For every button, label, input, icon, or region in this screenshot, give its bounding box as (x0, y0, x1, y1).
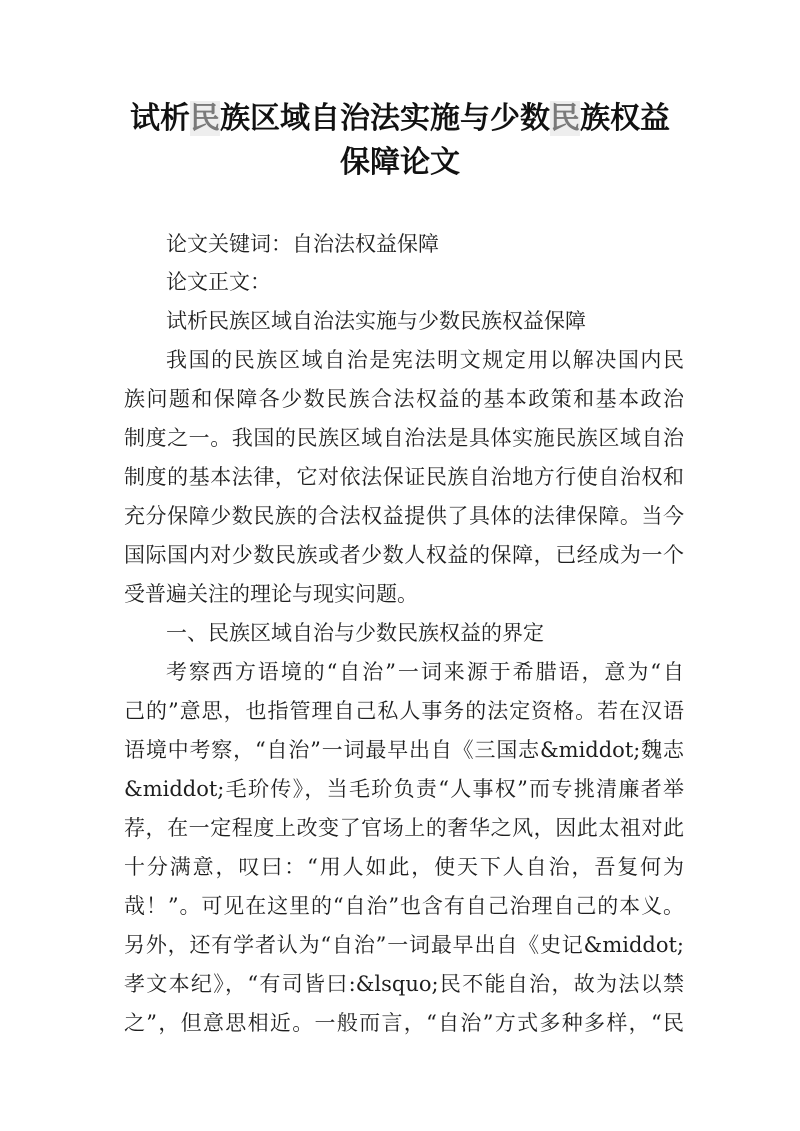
paragraph2-line: 孝文本纪》，“有司皆曰:&lsquo;民不能自治，故为法以禁 (124, 972, 684, 996)
paragraph2-line: 己的”意思，也指管理自己私人事务的法定资格。若在汉语 (124, 699, 684, 723)
paragraph1-line: 国际国内对少数民族或者少数人权益的保障，已经成为一个 (124, 543, 684, 567)
paragraph1-line: 族问题和保障各少数民族合法权益的基本政策和基本政治 (124, 387, 684, 411)
paragraph2-line: 之”，但意思相近。一般而言，“自治”方式多种多样，“民 (124, 1011, 684, 1035)
title-text-a: 试析 (130, 101, 190, 136)
title-highlight-1: 民 (190, 101, 220, 136)
subtitle-line: 试析民族区域自治法实施与少数民族权益保障 (166, 309, 586, 333)
paragraph2-line: &middot;毛玠传》，当毛玠负责“人事权”而专挑清廉者举 (124, 777, 684, 801)
body-label: 论文正文： (166, 270, 271, 294)
title-text-b: 族区域自治法实施与少数 (220, 101, 550, 136)
paragraph2-line: 考察西方语境的“自治”一词来源于希腊语，意为“自 (166, 660, 684, 684)
title-text-c: 族权益 (580, 101, 670, 136)
paragraph2-line: 哉！”。可见在这里的“自治”也含有自己治理自己的本义。 (124, 894, 684, 918)
paragraph1-line: 我国的民族区域自治是宪法明文规定用以解决国内民 (166, 348, 684, 372)
paragraph1-line: 制度的基本法律，它对依法保证民族自治地方行使自治权和 (124, 465, 684, 489)
section1-heading: 一、民族区域自治与少数民族权益的界定 (166, 621, 544, 645)
paragraph2-line: 另外，还有学者认为“自治”一词最早出自《史记&middot; (124, 933, 684, 957)
paragraph2-line: 语境中考察，“自治”一词最早出自《三国志&middot;魏志 (124, 738, 684, 762)
document-title-line-2: 保障论文 (340, 145, 460, 180)
paragraph2-line: 十分满意，叹曰：“用人如此，使天下人自治，吾复何为 (124, 855, 684, 879)
paragraph2-line: 荐，在一定程度上改变了官场上的奢华之风，因此太祖对此 (124, 816, 684, 840)
title-highlight-2: 民 (550, 101, 580, 136)
document-title-line-1 (100, 94, 700, 144)
paragraph1-line: 制度之一。我国的民族区域自治法是具体实施民族区域自治 (124, 426, 684, 450)
paragraph1-line: 充分保障少数民族的合法权益提供了具体的法律保障。当今 (124, 504, 684, 528)
keywords-line: 论文关键词：自治法权益保障 (166, 232, 439, 256)
paragraph1-line: 受普遍关注的理论与现实问题。 (124, 582, 418, 606)
